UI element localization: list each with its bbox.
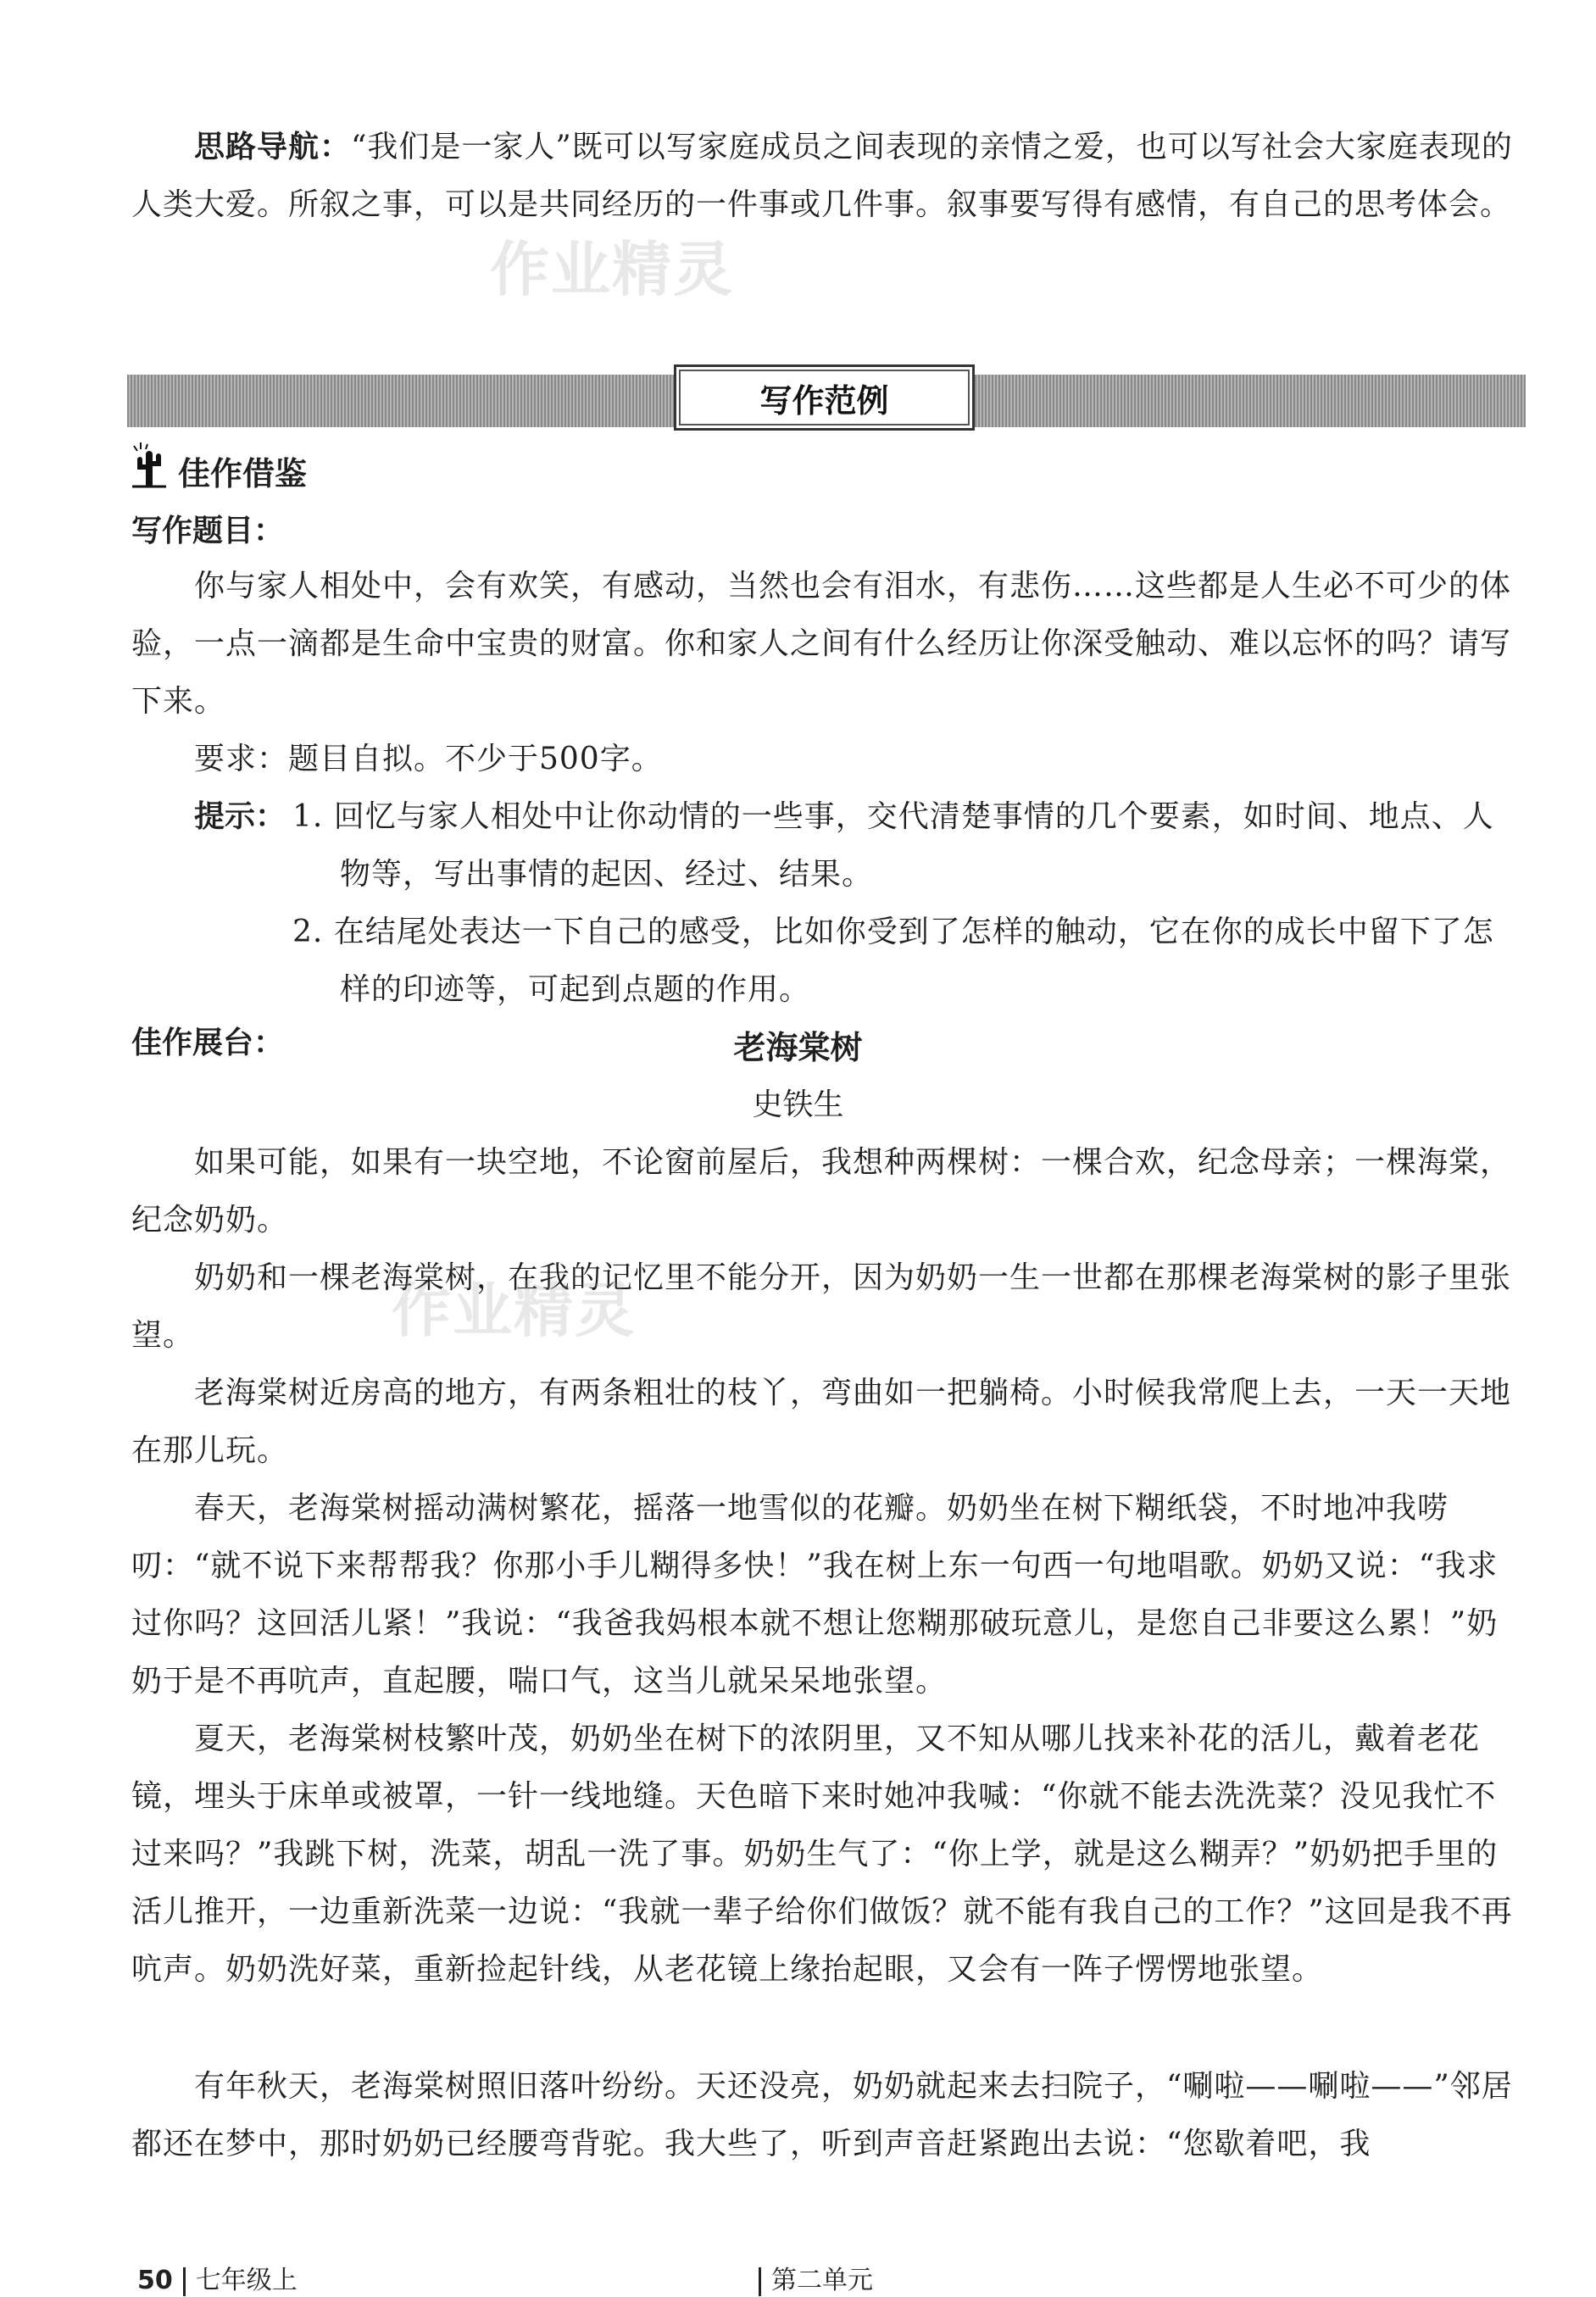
essay-author: 史铁生	[752, 1087, 844, 1122]
section-banner-title: 写作范例	[674, 364, 975, 431]
topic-label: 写作题目：	[131, 514, 285, 548]
unit-label: 第二单元	[771, 2266, 873, 2295]
showcase-label: 佳作展台：	[131, 1026, 285, 1060]
footer-left	[137, 2259, 298, 2296]
cactus-icon	[129, 441, 170, 488]
footer-divider-left	[183, 2267, 186, 2296]
grade-label: 七年级上	[195, 2266, 298, 2295]
essay-paragraph-1: 如果可能，如果有一块空地，不论窗前屋后，我想种两棵树：一棵合欢，纪念母亲；一棵海棠，纪念奶奶。	[131, 1145, 1512, 1237]
essay-paragraph-6: 有年秋天，老海棠树照旧落叶纷纷。天还没亮，奶奶就起来去扫院子，“唰啦——唰啦——”邻居都还在梦中，那时奶奶已经腰弯背驼。我大些了，听到声音赶紧跑出去说：“您歇着吧，我	[131, 2069, 1513, 2161]
essay-title: 老海棠树	[733, 1029, 863, 1066]
hint-1: 1. 回忆与家人相处中让你动情的一些事，交代清楚事情的几个要素，如时间、地点、人物等，写出事情的起因、经过、结果。	[292, 799, 1494, 892]
essay-paragraph-4: 春天，老海棠树摇动满树繁花，摇落一地雪似的花瓣。奶奶坐在树下糊纸袋，不时地冲我唠叨：“就不说下来帮帮我？你那小手儿糊得多快！”我在树上东一句西一句地唱歌。奶奶又说：“我求过你吗？这回活儿紧！”我说：“我爸我妈根本就不想让您糊那破玩意儿，是您自己非要这么累！”奶奶于是不再吭声，直起腰，喘口气，这当儿就呆呆地张望。	[131, 1491, 1499, 1699]
footer-divider-right	[759, 2267, 761, 2296]
topic-body: 你与家人相处中，会有欢笑，有感动，当然也会有泪水，有悲伤……这些都是人生必不可少的体验，一点一滴都是生命中宝贵的财富。你和家人之间有什么经历让你深受触动、难以忘怀的吗？请写下来。	[131, 569, 1512, 719]
hint-2: 2. 在结尾处表达一下自己的感受，比如你受到了怎样的触动，它在你的成长中留下了怎样的印迹等，可起到点题的作用。	[292, 915, 1494, 1007]
intro-paragraph	[131, 119, 1521, 234]
essay-paragraph-3: 老海棠树近房高的地方，有两条粗壮的枝丫，弯曲如一把躺椅。小时候我常爬上去，一天一天地在那儿玩。	[131, 1376, 1512, 1468]
watermark-middle: 作业精灵	[392, 1276, 636, 1345]
page-number: 50	[137, 2266, 173, 2295]
hint-label: 提示：	[194, 799, 286, 834]
footer-right	[759, 2259, 873, 2296]
topic-requirement: 要求：题目自拟。不少于500字。	[194, 742, 663, 776]
subsection-title: 佳作借鉴	[178, 455, 308, 492]
intro-text: “我们是一家人”既可以写家庭成员之间表现的亲情之爱，也可以写社会大家庭表现的人类大爱。所叙之事，可以是共同经历的一件事或几件事。叙事要写得有感情，有自己的思考体会。	[131, 130, 1513, 222]
essay-paragraph-2: 奶奶和一棵老海棠树，在我的记忆里不能分开，因为奶奶一生一世都在那棵老海棠树的影子里张望。	[131, 1260, 1512, 1353]
essay-paragraph-5: 夏天，老海棠树枝繁叶茂，奶奶坐在树下的浓阴里，又不知从哪儿找来补花的活儿，戴着老花镜，埋头于床单或被罩，一针一线地缝。天色暗下来时她冲我喊：“你就不能去洗洗菜？没见我忙不过来吗？”我跳下树，洗菜，胡乱一洗了事。奶奶生气了：“你上学，就是这么糊弄？”奶奶把手里的活儿推开，一边重新洗菜一边说：“我就一辈子给你们做饭？就不能有我自己的工作？”这回是我不再吭声。奶奶洗好菜，重新捡起针线，从老花镜上缘抬起眼，又会有一阵子愣愣地张望。	[131, 1721, 1513, 1987]
intro-label: 思路导航：	[194, 130, 352, 164]
watermark-top: 作业精灵	[490, 235, 734, 304]
